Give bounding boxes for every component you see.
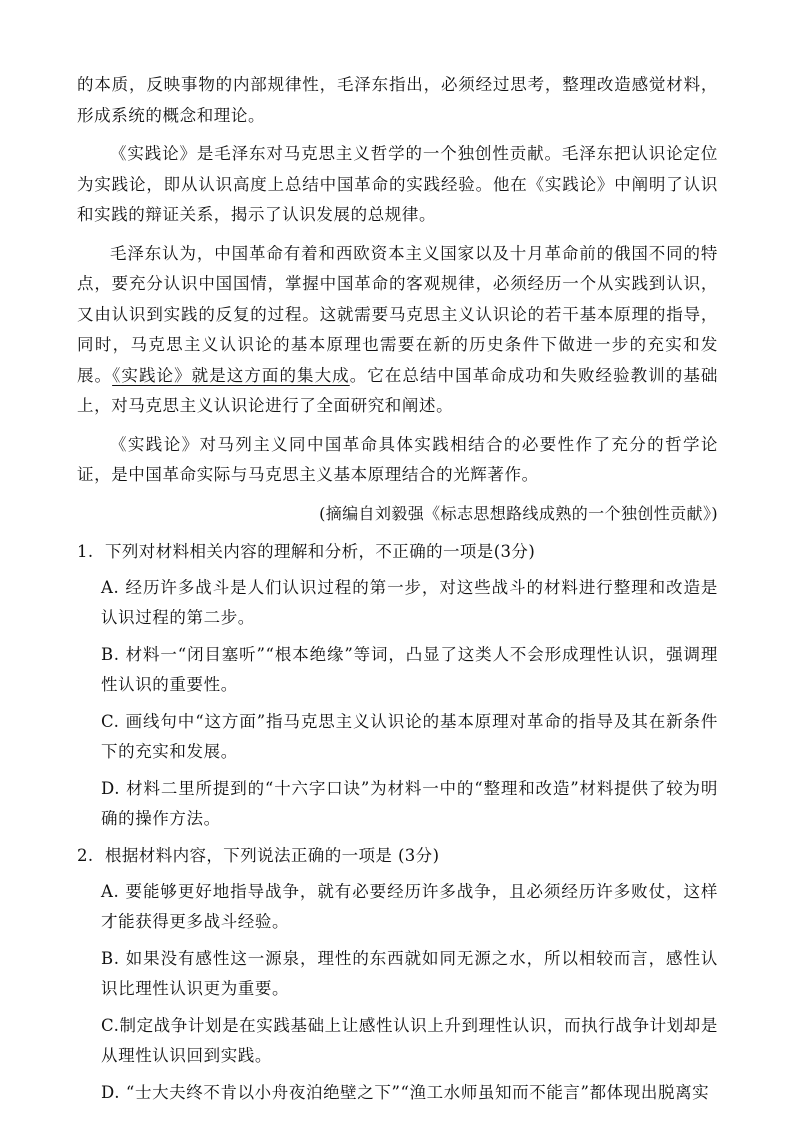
option-d[interactable]: D. 材料二里所提到的“十六字口诀”为材料一中的“整理和改造”材料提供了较为明确的操作方法。 [101, 778, 718, 828]
option-a[interactable]: A. 要能够更好地指导战争，就有必要经历许多战争，且必须经历许多败仗，这样才能获得更多战斗经验。 [101, 881, 718, 931]
option-d[interactable]: D. “士大夫终不肯以小舟夜泊绝壁之下”“渔工水师虽知而不能言”都体现出脱离实 [101, 1082, 710, 1102]
paragraph-conclusion: 《实践论》对马列主义同中国革命具体实践相结合的必要性作了充分的哲学论证，是中国革命实际与马克思主义基本原理结合的光辉著作。 [77, 434, 718, 484]
option-a[interactable]: A. 经历许多战斗是人们认识过程的第一步，对这些战斗的材料进行整理和改造是认识过程的第二步。 [101, 577, 718, 627]
paragraph-continued: 的本质，反映事物的内部规律性，毛泽东指出，必须经过思考，整理改造感觉材料，形成系统的概念和理论。 [77, 75, 718, 125]
source-citation: (摘编自刘毅强《标志思想路线成熟的一个独创性贡献》) [319, 503, 718, 523]
option-c[interactable]: C. 画线句中“这方面”指马克思主义认识论的基本原理对革命的指导及其在新条件下的充实和发展。 [101, 711, 718, 761]
underlined-sentence: 《实践论》就是这方面的集大成 [112, 365, 350, 385]
question-1 [77, 537, 718, 835]
paragraph-mao-view-before: 毛泽东认为，中国革命有着和西欧资本主义国家以及十月革命前的俄国不同的特点，要充分认识中国国情，掌握中国革命的客观规律，必须经历一个从实践到认识，又由认识到实践的反复的过程。这就需要马克思主义认识论的若干基本原理的指导，同时，马克思主义认识论的基本原理也需要在新的历史条件下做进一步的充实和发展。 [77, 243, 718, 385]
question-text: 根据材料内容，下列说法正确的一项是 (3分) [105, 845, 440, 865]
paragraph-mao-view [77, 239, 718, 422]
question-number: 1. [77, 541, 94, 561]
question-text: 下列对材料相关内容的理解和分析，不正确的一项是(3分) [105, 541, 536, 561]
option-b[interactable]: B. 材料一“闭目塞听”“根本绝缘”等词，凸显了这类人不会形成理性认识，强调理性认识的重要性。 [101, 644, 718, 694]
question-2 [77, 841, 718, 1109]
option-b[interactable]: B. 如果没有感性这一源泉，理性的东西就如同无源之水，所以相较而言，感性认识比理性认识更为重要。 [101, 948, 718, 998]
question-number: 2. [77, 845, 94, 865]
question-stem [77, 841, 718, 871]
question-stem [77, 537, 718, 567]
option-c[interactable]: C.制定战争计划是在实践基础上让感性认识上升到理性认识，而执行战争计划却是从理性认识回到实践。 [101, 1015, 718, 1065]
paragraph-practice-theory-contribution: 《实践论》是毛泽东对马克思主义哲学的一个独创性贡献。毛泽东把认识论定位为实践论，即从认识高度上总结中国革命的实践经验。他在《实践论》中阐明了认识和实践的辩证关系，揭示了认识发展的总规律。 [77, 144, 718, 224]
paragraph-mao-view-after: 。它在总结中国革命成功和失败经验教训的基础上，对马克思主义认识论进行了全面研究和阐述。 [77, 365, 719, 415]
